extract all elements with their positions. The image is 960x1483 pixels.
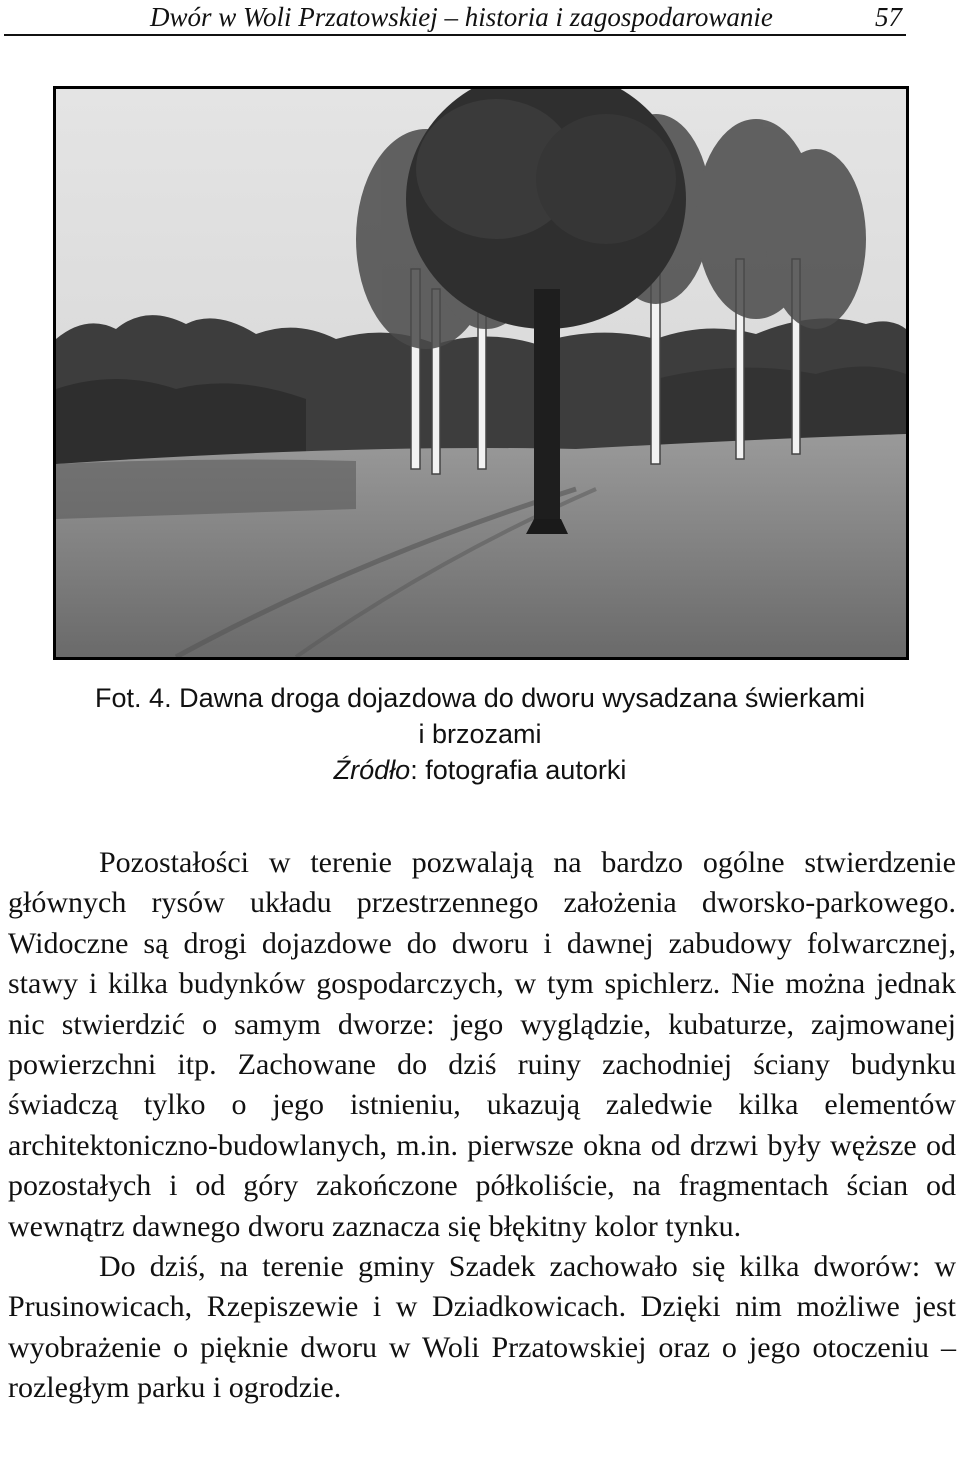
figure-source — [0, 752, 960, 788]
paragraph-1: Pozostałości w terenie pozwalają na bardzo ogólne stwierdzenie głównych rysów układu przestrzennego założenia dworsko-parkowego. Widoczne są drogi dojazdowe do dworu i dawnej zabudowy folwarcznej, stawy i kilka budynków gospodarczych, w tym spichlerz. Nie można jednak nic stwierdzić o samym dworze: jego wyglądzie, kubaturze, zajmowanej powierzchni itp. Zachowane do dziś ruiny zachodniej ściany budynku świadczą tylko o jego istnieniu, ukazują zaledwie kilka elementów architektoniczno-budowlanych, m.in. pierwsze okna od drzwi były węższe od pozostałych i od góry zakończone półkoliście, na fragmentach ścian od wewnątrz dawnego dworu zaznacza się błękitny kolor tynku. — [8, 846, 956, 1243]
photo-illustration — [56, 89, 906, 657]
header-rule — [4, 34, 906, 36]
figure-caption — [0, 680, 960, 788]
source-label: Źródło — [333, 755, 411, 785]
page-number: 57 — [875, 2, 902, 32]
body-text — [8, 843, 956, 1409]
running-title: Dwór w Woli Przatowskiej – historia i zagospodarowanie — [150, 2, 773, 32]
running-header — [0, 0, 960, 38]
photo-birch-tree-avenue — [53, 86, 909, 660]
caption-line-1: Fot. 4. Dawna droga dojazdowa do dworu wysadzana świerkami — [95, 683, 865, 713]
source-text: : fotografia autorki — [410, 755, 627, 785]
caption-line-2: i brzozami — [418, 719, 542, 749]
paragraph-2: Do dziś, na terenie gminy Szadek zachowało się kilka dworów: w Prusinowicach, Rzepiszewie i w Dziadkowicach. Dzięki nim możliwe jest wyobrażenie o pięknie dworu w Woli Przatowskiej oraz o jego otoczeniu – rozległym parku i ogrodzie. — [8, 1250, 956, 1405]
